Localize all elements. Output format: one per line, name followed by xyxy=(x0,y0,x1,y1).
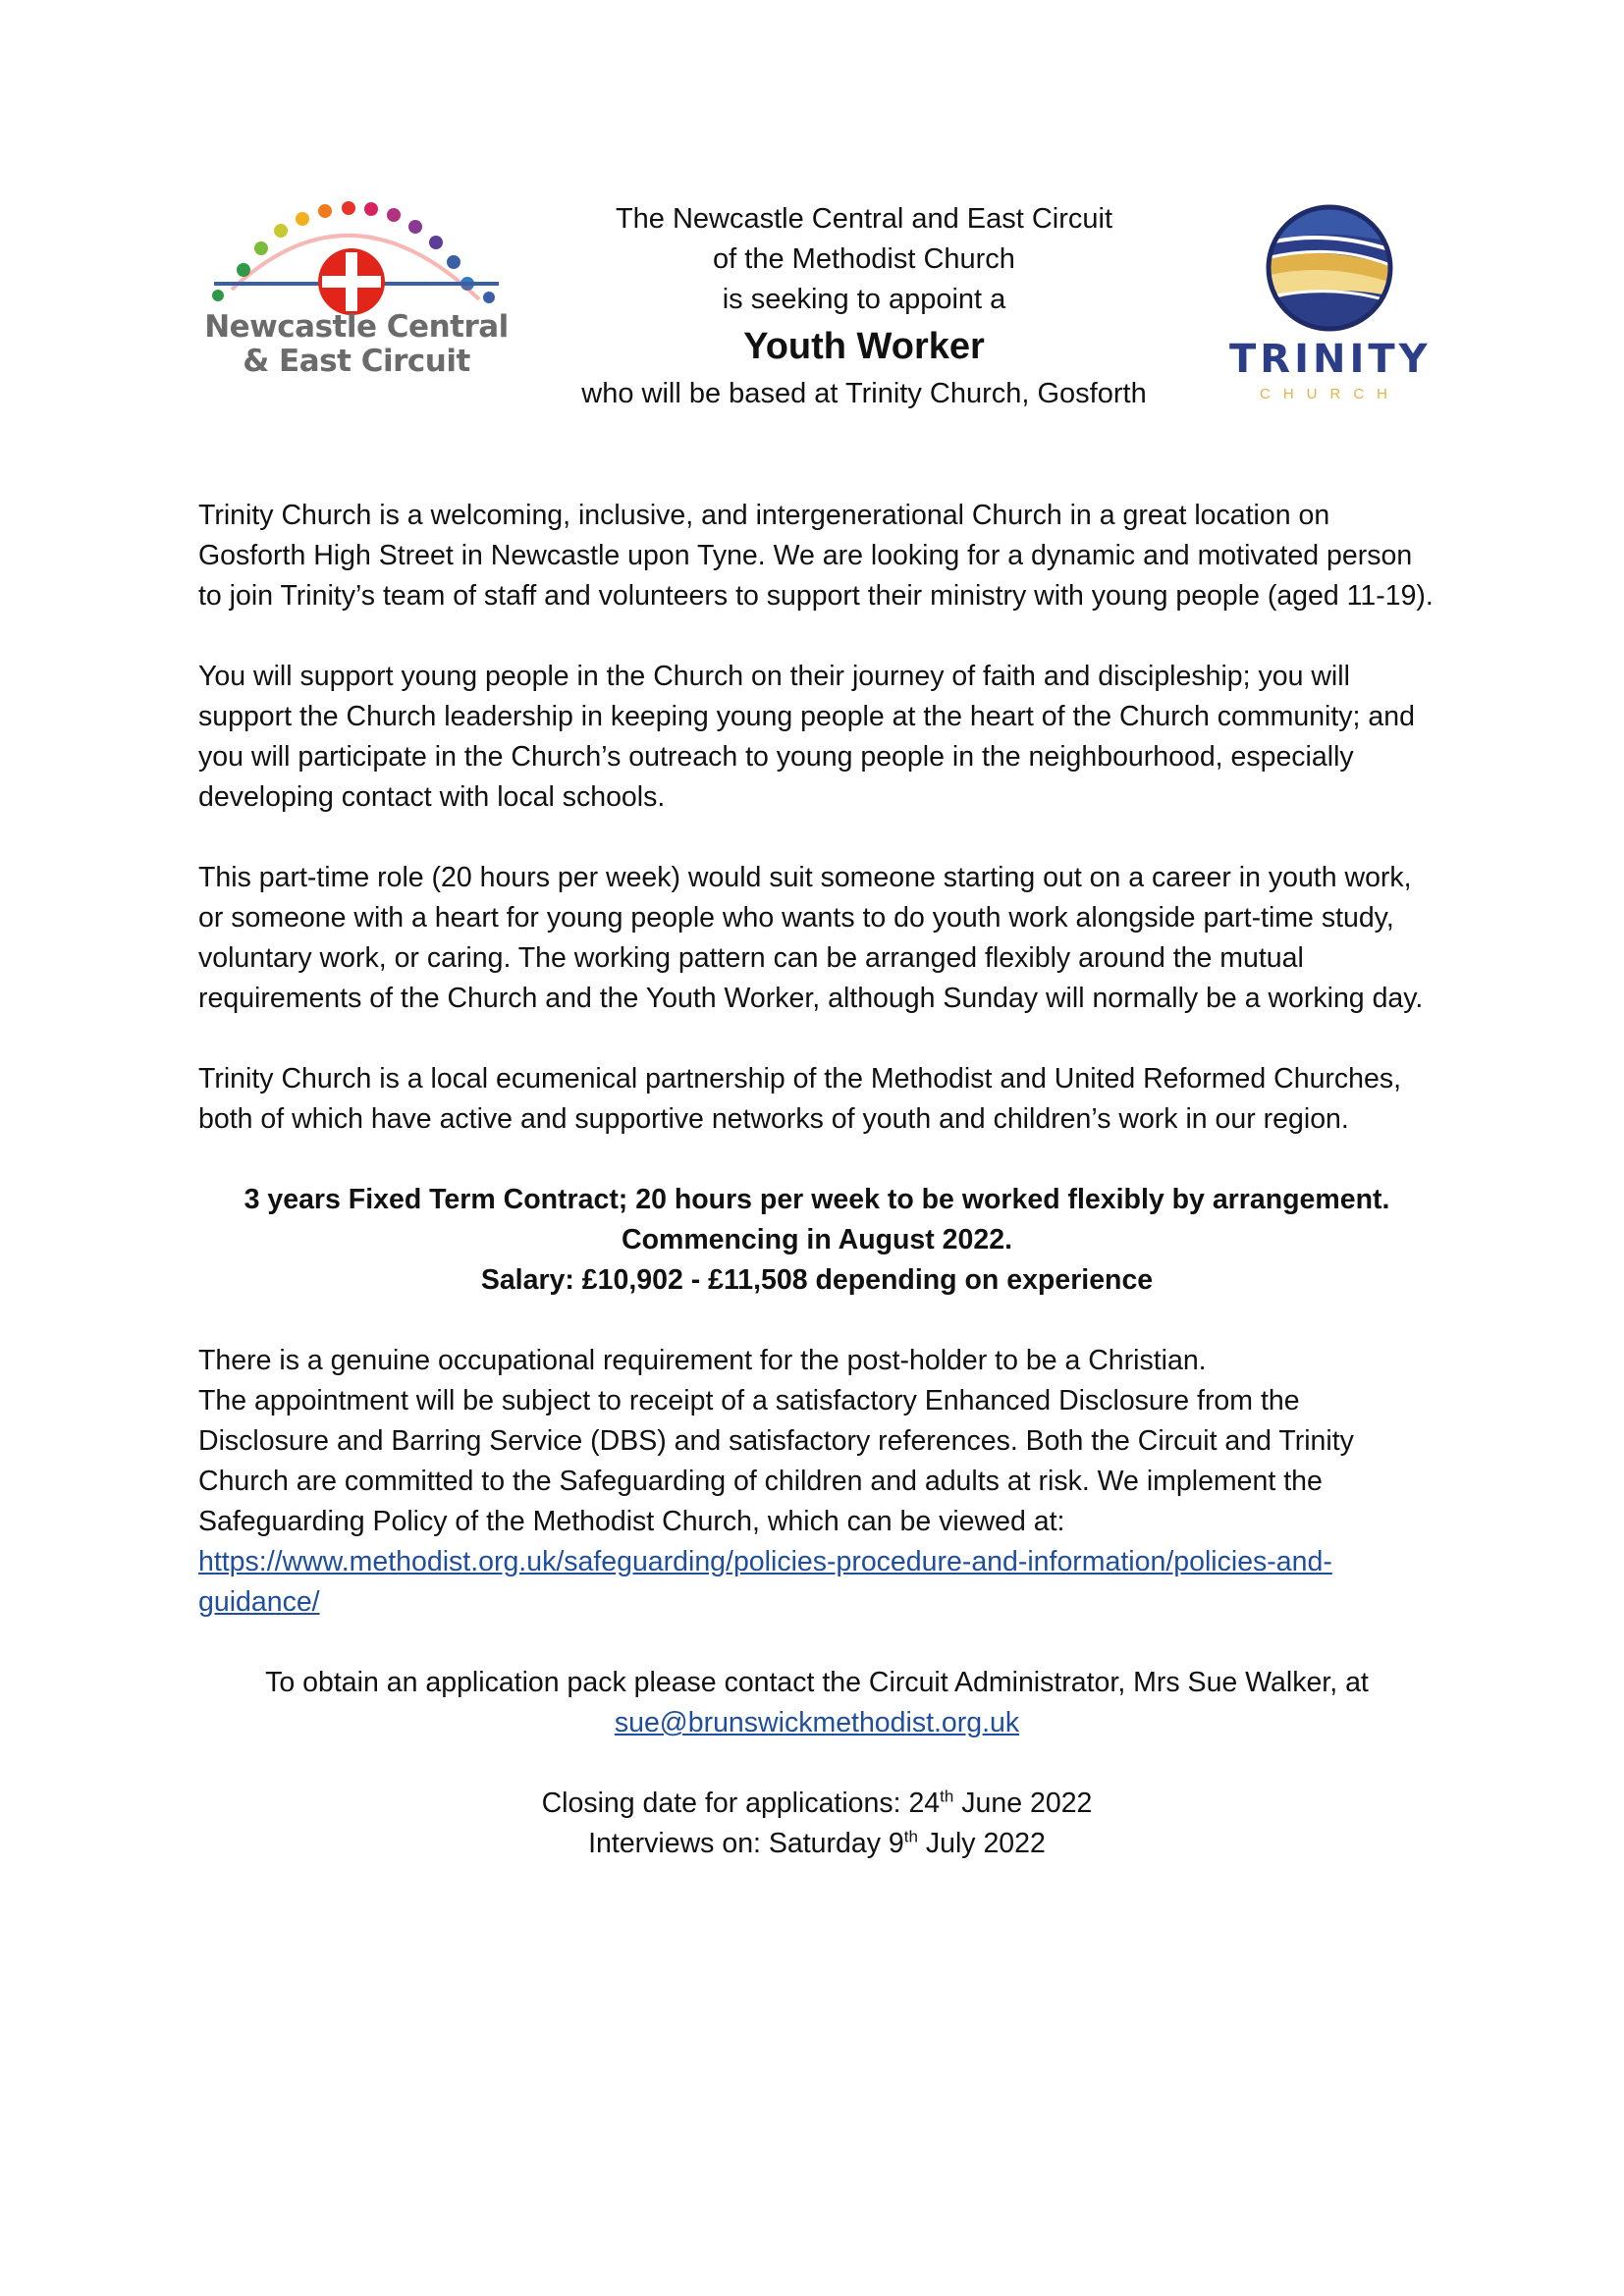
interview-date-prefix: Interviews on: Saturday 9 xyxy=(588,1828,904,1859)
circuit-logo-line1: Newcastle Central xyxy=(204,309,509,345)
header-line2: of the Methodist Church xyxy=(713,243,1015,275)
circuit-emblem-icon xyxy=(204,201,509,319)
header-line4: who will be based at Trinity Church, Gosforth xyxy=(581,378,1147,409)
trinity-logo-name: TRINITY xyxy=(1229,337,1432,382)
paragraph-duties: You will support young people in the Church on their journey of faith and discipleship; you will support the Church leadership in keeping young people at the heart of the Church community; and you will participate in the Church’s outreach to young people in the neighbourhood, especially developing contact with local schools. xyxy=(198,661,1415,813)
paragraph-partnership: Trinity Church is a local ecumenical partnership of the Methodist and United Reformed Churches, both of which have active and supportive networks of youth and children’s work in our region. xyxy=(198,1063,1402,1135)
closing-date-sup: th xyxy=(940,1787,954,1806)
advert-body xyxy=(198,496,1435,1904)
header-line1: The Newcastle Central and East Circuit xyxy=(615,203,1113,235)
paragraph-intro: Trinity Church is a welcoming, inclusive, and intergenerational Church in a great location on Gosforth High Street in Newcastle upon Tyne. We are looking for a dynamic and motivated person to join Trinity’s team of staff and volunteers to support their ministry with young people (aged 11-19). xyxy=(198,500,1434,612)
role-title: Youth Worker xyxy=(743,326,985,367)
terms-salary: Salary: £10,902 - £11,508 depending on experience xyxy=(480,1264,1154,1296)
header xyxy=(520,199,1208,414)
safeguarding-link[interactable]: https://www.methodist.org.uk/safeguarding/policies-procedure-and-information/policies-and-guidance/ xyxy=(198,1546,1332,1618)
requirements-block xyxy=(198,1341,1435,1623)
trinity-church-logo xyxy=(1229,201,1431,407)
circuit-logo-line2: & East Circuit xyxy=(243,344,470,379)
interview-date-sup: th xyxy=(903,1827,918,1846)
requirement-dbs: The appointment will be subject to receipt of a satisfactory Enhanced Disclosure from the Disclosure and Barring Service (DBS) and satisfactory references. Both the Circuit and Trinity Church are committed to the Safeguarding of children and adults at risk. We implement the Safeguarding Policy of the Methodist Church, which can be viewed at: xyxy=(198,1385,1354,1537)
closing-date-suffix: June 2022 xyxy=(953,1788,1093,1819)
closing-date-prefix: Closing date for applications: 24 xyxy=(541,1788,941,1819)
paragraph-role: This part-time role (20 hours per week) would suit someone starting out on a career in youth work, or someone with a heart for young people who wants to do youth work alongside part-time study, voluntary work, or caring. The working pattern can be arranged flexibly around the mutual requirements of the Church and the Youth Worker, although Sunday will normally be a working day. xyxy=(198,862,1424,1014)
terms-block xyxy=(198,1180,1435,1301)
contact-email-link[interactable]: sue@brunswickmethodist.org.uk xyxy=(614,1707,1020,1738)
newcastle-circuit-logo xyxy=(204,201,509,398)
header-line3: is seeking to appoint a xyxy=(722,284,1006,315)
dates-block xyxy=(198,1784,1435,1864)
trinity-globe-icon xyxy=(1229,201,1431,339)
contact-block xyxy=(198,1663,1435,1743)
requirement-christian: There is a genuine occupational requirement for the post-holder to be a Christian. xyxy=(198,1345,1207,1376)
trinity-logo-sub: CHURCH xyxy=(1260,386,1400,402)
terms-line2: Commencing in August 2022. xyxy=(621,1224,1012,1255)
interview-date-suffix: July 2022 xyxy=(917,1828,1046,1859)
contact-text: To obtain an application pack please contact the Circuit Administrator, Mrs Sue Walker, at xyxy=(265,1667,1369,1698)
terms-line1: 3 years Fixed Term Contract; 20 hours per week to be worked flexibly by arrangement. xyxy=(244,1184,1390,1215)
